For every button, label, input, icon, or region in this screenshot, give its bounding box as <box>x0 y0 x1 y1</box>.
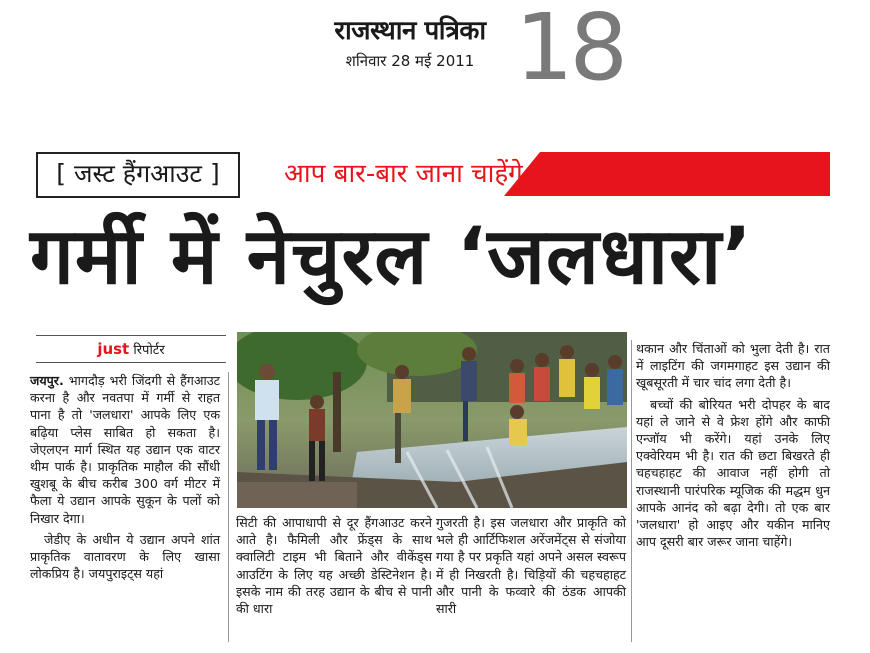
column-rule <box>631 340 632 642</box>
byline-label: रिपोर्टर <box>133 343 165 358</box>
tagline: आप बार-बार जाना चाहेंगे <box>284 159 523 189</box>
tagline-band <box>240 152 830 196</box>
article-column-4 <box>636 340 830 554</box>
photo-illustration <box>237 332 627 508</box>
article-paragraph <box>30 372 220 527</box>
article-paragraph: बच्चों की बोरियत भरी दोपहर के बाद यहां ले जाने से वे फ्रेश होंगे और काफी एन्जॉय भी करेंगे। यहां उनके लिए एक्वेरियम भी है। रात की छटा बिखरते ही चहचहाहट की आवाज नहीं होगी तो राजस्थानी पारंपरिक म्यूजिक की मद्धम धुन आपके आनंद को बढ़ा देगी। तो एक बार 'जलधारा' हो आइए और यकीन मानिए आप दूसरी बार जरूर जाना चाहेंगे। <box>636 396 830 550</box>
byline <box>36 335 226 363</box>
article-paragraph: थकान और चिंताओं को भुला देती है। रात में लाइटिंग की जगमगाहट इस उद्यान की खूबसूरती में चार चांद लगा देती है। <box>636 341 830 391</box>
section-kicker: [ जस्ट हैंगआउट ] <box>36 152 240 198</box>
headline: गर्मी में नेचुरल ‘जलधारा’ <box>30 212 753 302</box>
dateline: जयपुर. <box>30 373 64 388</box>
article-column-1 <box>30 372 220 586</box>
paragraph-text: भागदौड़ भरी जिंदगी से हैंगआउट करना है और नवतपा में गर्मी से राहत पाना है तो 'जलधारा' आपके लिए एक बढ़िया प्लेस साबित हो सकता है। जेएलएन मार्ग स्थित यह उद्यान एक वाटर थीम पार्क है। प्राकृतिक माहौल की सौंधी खुशबू के बीच करीब 300 वर्ग मीटर में फैला ये उद्यान आपके सुकून के पलों को निखार देगा। <box>30 373 220 526</box>
article-column-2 <box>236 514 432 621</box>
article-paragraph: जेडीए के अधीन ये उद्यान अपने शांत प्राकृतिक वातावरण के लिए खासा लोकप्रिय है। जयपुराइट्स यहां <box>30 531 220 582</box>
issue-date: शनिवार 28 मई 2011 <box>345 52 475 70</box>
page-number: 18 <box>515 0 625 101</box>
article-column-3 <box>436 514 626 621</box>
byline-brand: just <box>97 340 130 358</box>
article-paragraph: गुजरती है। इस जलधारा और प्राकृति को भले ही आर्टिफिशल अरेंजमेंट्स से संजोया गया है पर प्रकृति यहां अपने असल स्वरूप में ही निखरती है। चिड़ियों की चहचहाहट और पानी के फव्वारे की ठंडक आपकी सारी <box>436 515 626 617</box>
column-rule <box>228 372 229 642</box>
masthead <box>310 14 510 72</box>
article-paragraph: सिटी की आपाधापी से दूर हैंगआउट करने आते है। फैमिली और फ्रेंड्स के साथ क्वालिटी टाइम भी बिताने और वीकेंड्स आउटिंग के लिए यह अच्छी डेस्टिनेशन है। इसके नाम की तरह उद्यान के बीच से पानी की धारा <box>236 515 432 617</box>
article-photo <box>237 332 627 508</box>
newspaper-name: राजस्थान पत्रिका <box>334 16 486 46</box>
